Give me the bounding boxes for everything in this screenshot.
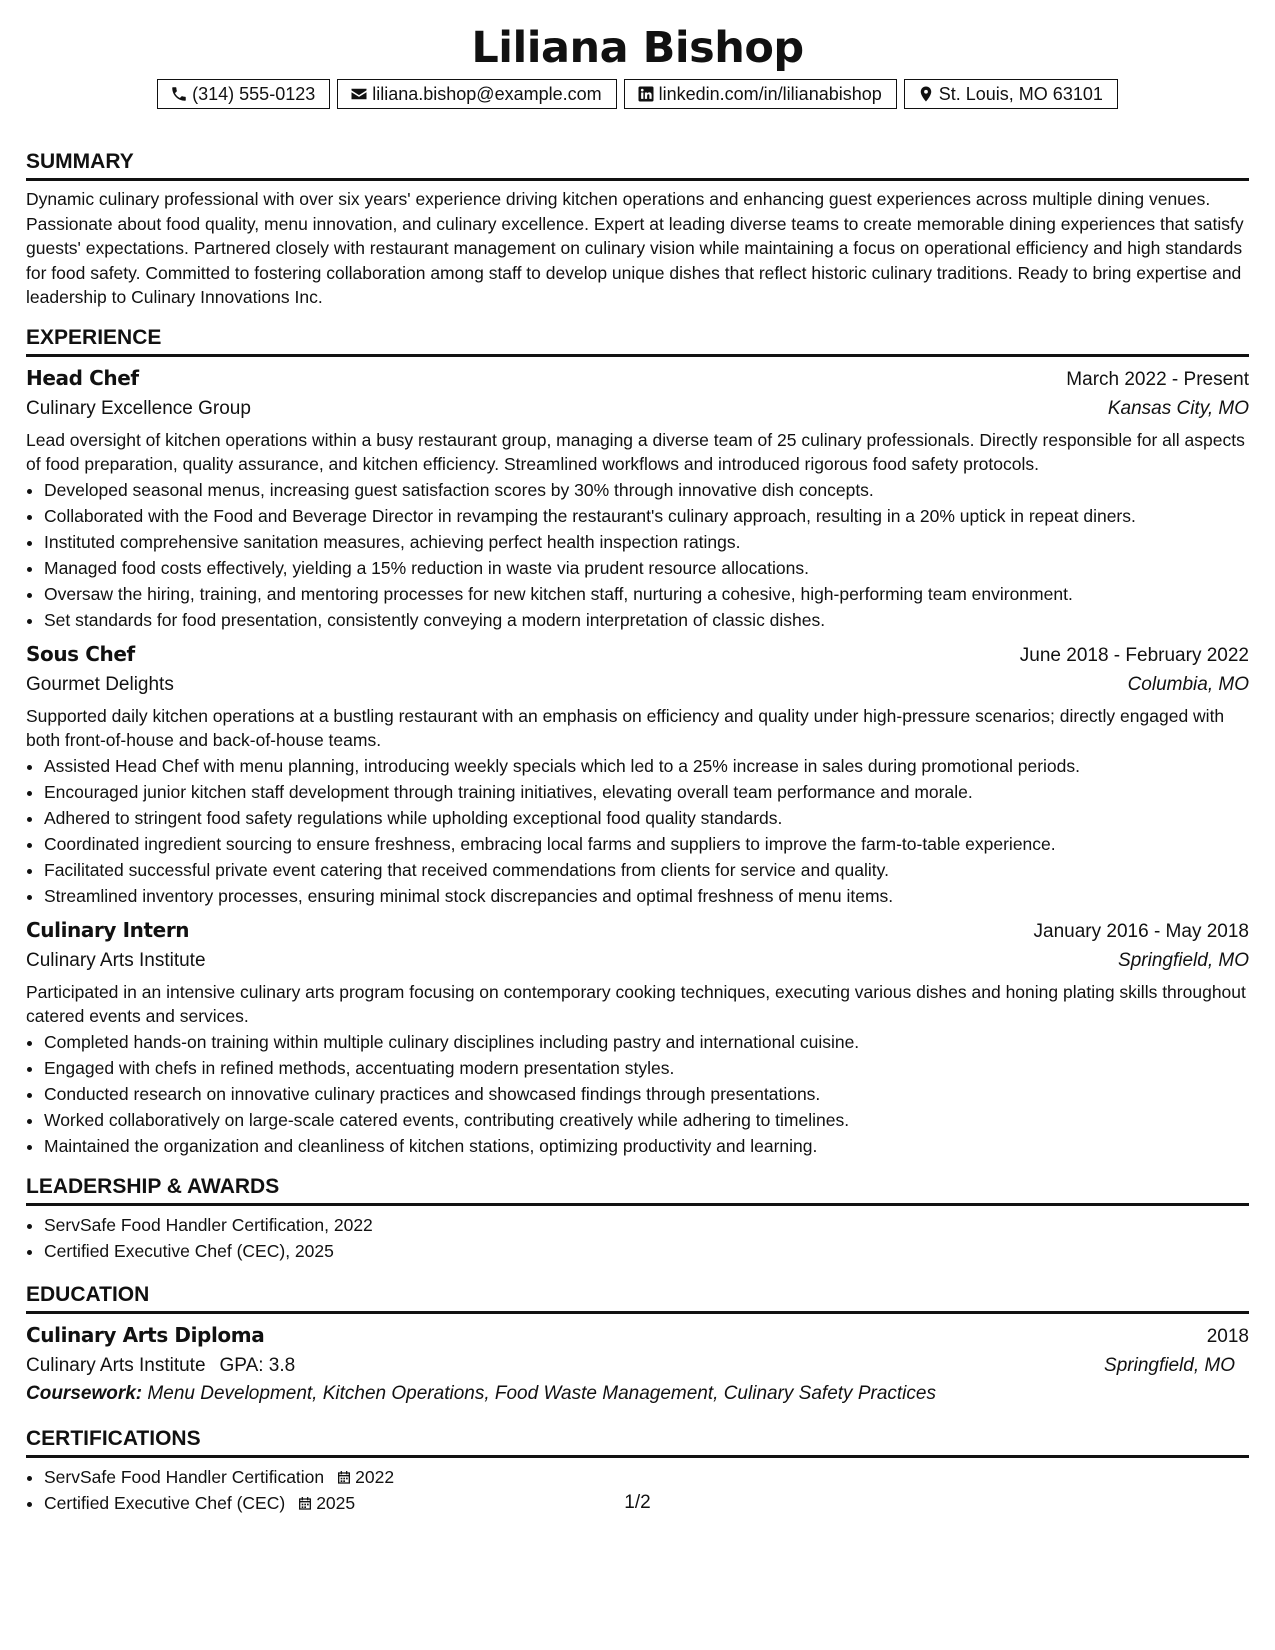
list-item: • Maintained the organization and cleanliness of kitchen stations, optimizing productivity and learning. xyxy=(44,1133,1249,1159)
coursework-list: Menu Development, Kitchen Operations, Food Waste Management, Culinary Safety Practices xyxy=(147,1382,936,1404)
job-company: Culinary Excellence Group xyxy=(26,397,251,419)
job-entry xyxy=(26,916,1249,1159)
experience-section xyxy=(26,325,1249,1159)
contact-email-text: liliana.bishop@example.com xyxy=(372,84,602,104)
contact-bar xyxy=(26,79,1249,109)
list-item: • Coordinated ingredient sourcing to ensure freshness, embracing local farms and suppliers to improve the farm-to-table experience. xyxy=(44,831,1249,857)
coursework xyxy=(26,1380,1249,1408)
job-entry xyxy=(26,364,1249,633)
list-item: • Collaborated with the Food and Beverage Director in revamping the restaurant's culinary approach, resulting in a 20% uptick in repeat diners. xyxy=(44,503,1249,529)
linkedin-icon xyxy=(637,85,655,103)
certification-year: 2022 xyxy=(355,1466,395,1487)
list-item: • Adhered to stringent food safety regulations while upholding exceptional food quality standards. xyxy=(44,805,1249,831)
contact-phone[interactable] xyxy=(157,79,330,109)
job-title: Head Chef xyxy=(26,365,139,390)
job-entry xyxy=(26,640,1249,909)
job-location: Columbia, MO xyxy=(1127,673,1249,695)
section-title-certifications: CERTIFICATIONS xyxy=(26,1426,1249,1458)
job-dates: June 2018 - February 2022 xyxy=(1019,644,1249,666)
contact-location-text: St. Louis, MO 63101 xyxy=(938,84,1103,104)
job-description: Participated in an intensive culinary arts program focusing on contemporary cooking techniques, executing various dishes and honing plating skills throughout catered events and services. xyxy=(26,981,1246,1026)
contact-email[interactable] xyxy=(337,79,616,109)
coursework-label: Coursework: xyxy=(26,1382,143,1404)
leadership-list xyxy=(26,1212,1249,1264)
job-bullets xyxy=(26,753,1249,909)
job-company: Culinary Arts Institute xyxy=(26,949,206,971)
job-description: Supported daily kitchen operations at a bustling restaurant with an emphasis on efficiency and quality under high-pressure scenarios; directly engaged with both front-of-house and back-of-house teams. xyxy=(26,705,1225,750)
contact-phone-text: (314) 555-0123 xyxy=(192,84,316,104)
section-title-leadership: LEADERSHIP & AWARDS xyxy=(26,1174,1249,1206)
job-dates: March 2022 - Present xyxy=(1066,368,1249,390)
phone-icon xyxy=(170,85,188,103)
list-item: • Managed food costs effectively, yielding a 15% reduction in waste via prudent resource allocations. xyxy=(44,555,1249,581)
list-item: • Streamlined inventory processes, ensuring minimal stock discrepancies and optimal freshness of menu items. xyxy=(44,883,1249,909)
job-title: Culinary Intern xyxy=(26,917,190,942)
contact-linkedin[interactable] xyxy=(624,79,897,109)
section-title-experience: EXPERIENCE xyxy=(26,325,1249,357)
list-item: • Engaged with chefs in refined methods, accentuating modern presentation styles. xyxy=(44,1055,1249,1081)
contact-location[interactable] xyxy=(904,79,1118,109)
certification-year: 2025 xyxy=(316,1492,356,1513)
job-dates: January 2016 - May 2018 xyxy=(1033,920,1249,942)
job-bullets xyxy=(26,477,1249,633)
list-item: • ServSafe Food Handler Certification, 2022 xyxy=(44,1212,1249,1238)
certification-name: • ServSafe Food Handler Certification xyxy=(44,1466,325,1487)
job-location: Kansas City, MO xyxy=(1107,397,1249,419)
job-title: Sous Chef xyxy=(26,641,135,666)
envelope-icon xyxy=(350,85,368,103)
list-item: • Conducted research on innovative culinary practices and showcased findings through presentations. xyxy=(44,1081,1249,1107)
job-company: Gourmet Delights xyxy=(26,673,174,695)
job-description: Lead oversight of kitchen operations within a busy restaurant group, managing a diverse team of 25 culinary professionals. Directly responsible for all aspects of food preparation, quality assurance, and kitchen efficiency. Streamlined workflows and introduced rigorous food safety protocols. xyxy=(26,429,1245,474)
leadership-section xyxy=(26,1174,1249,1264)
job-bullets xyxy=(26,1029,1249,1159)
section-title-summary: SUMMARY xyxy=(26,149,1249,181)
section-title-education: EDUCATION xyxy=(26,1282,1249,1314)
summary-text: Dynamic culinary professional with over six years' experience driving kitchen operations and enhancing guest experiences across multiple dining venues. Passionate about food quality, menu innovation, and culinary excellence. Expert at leading diverse teams to create memorable dining experiences that satisfy guests' expectations. Partnered closely with restaurant management on culinary vision while maintaining a focus on operational efficiency and high standards for food safety. Committed to fostering collaboration among staff to develop unique dishes that reflect historic culinary traditions. Ready to bring expertise and leadership to Culinary Innovations Inc. xyxy=(26,189,1244,307)
list-item: • Instituted comprehensive sanitation measures, achieving perfect health inspection ratings. xyxy=(44,529,1249,555)
certification-name: • Certified Executive Chef (CEC) xyxy=(44,1492,286,1513)
job-location: Springfield, MO xyxy=(1118,949,1249,971)
list-item: • Facilitated successful private event catering that received commendations from clients for service and quality. xyxy=(44,857,1249,883)
list-item: • Oversaw the hiring, training, and mentoring processes for new kitchen staff, nurturing a cohesive, high-performing team environment. xyxy=(44,581,1249,607)
list-item: • Worked collaboratively on large-scale catered events, contributing creatively while adhering to timelines. xyxy=(44,1107,1249,1133)
contact-linkedin-text: linkedin.com/in/lilianabishop xyxy=(658,84,882,104)
list-item: • Completed hands-on training within multiple culinary disciplines including pastry and international cuisine. xyxy=(44,1029,1249,1055)
graduation-year: 2018 xyxy=(1206,1325,1249,1347)
calendar-icon xyxy=(336,1469,352,1485)
degree-title: Culinary Arts Diploma xyxy=(26,1322,265,1347)
list-item: • Set standards for food presentation, consistently conveying a modern interpretation of classic dishes. xyxy=(44,607,1249,633)
school-name: Culinary Arts Institute xyxy=(26,1354,206,1376)
school-location: Springfield, MO xyxy=(1104,1354,1235,1376)
list-item xyxy=(44,1464,1249,1490)
map-pin-icon xyxy=(917,85,935,103)
education-section xyxy=(26,1282,1249,1408)
list-item: • Assisted Head Chef with menu planning, introducing weekly specials which led to a 25% increase in sales during promotional periods. xyxy=(44,753,1249,779)
list-item: • Encouraged junior kitchen staff development through training initiatives, elevating overall team performance and morale. xyxy=(44,779,1249,805)
list-item: • Developed seasonal menus, increasing guest satisfaction scores by 30% through innovative dish concepts. xyxy=(44,477,1249,503)
candidate-name: Liliana Bishop xyxy=(471,23,804,73)
summary-section xyxy=(26,149,1249,310)
gpa: GPA: 3.8 xyxy=(219,1354,296,1376)
list-item: • Certified Executive Chef (CEC), 2025 xyxy=(44,1238,1249,1264)
page-number: 1/2 xyxy=(624,1492,651,1513)
